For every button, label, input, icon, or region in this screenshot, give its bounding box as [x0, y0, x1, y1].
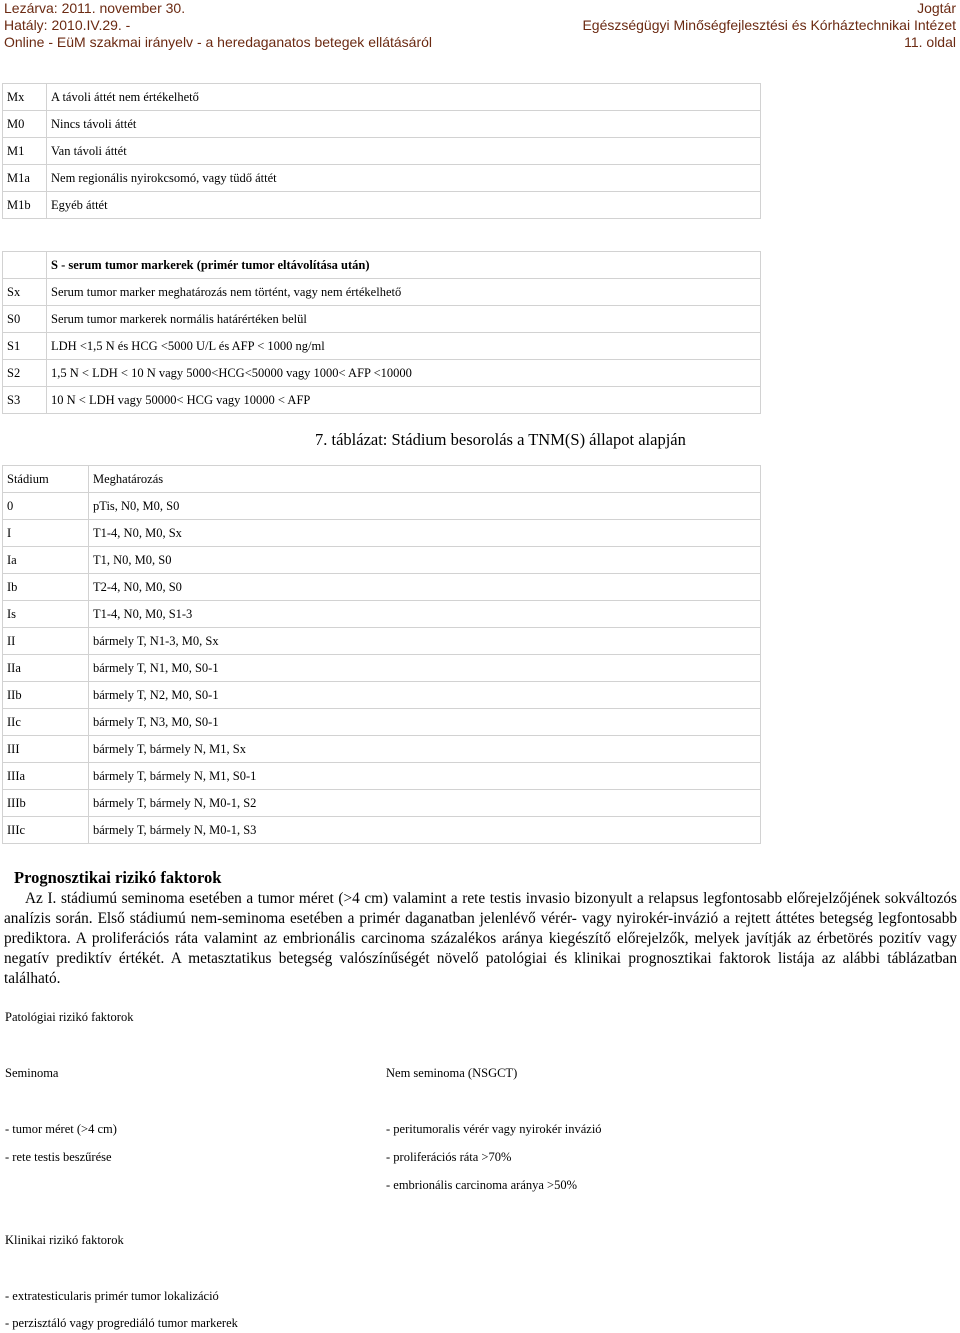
table-cell-code: 0: [3, 493, 89, 520]
table-cell-code: M1b: [3, 192, 47, 219]
header-closed-date: Lezárva: 2011. november 30.: [4, 0, 186, 16]
table-row: [3, 111, 761, 138]
table-row: [3, 547, 761, 574]
table-row: [3, 84, 761, 111]
clinical-item: - perzisztáló vagy progrediáló tumor markerek: [5, 1316, 238, 1330]
table-cell-code: IIc: [3, 709, 89, 736]
table-row: [3, 574, 761, 601]
table-cell-code: M0: [3, 111, 47, 138]
table-row: [3, 655, 761, 682]
table-row: [3, 493, 761, 520]
table-cell-description: 10 N < LDH vagy 50000< HCG vagy 10000 < AFP: [47, 387, 761, 414]
serum-table-header: S - serum tumor markerek (primér tumor eltávolítása után): [47, 252, 761, 279]
table-row: [3, 520, 761, 547]
table-row: [3, 601, 761, 628]
table-cell-code: S2: [3, 360, 47, 387]
nonseminoma-label: Nem seminoma (NSGCT): [386, 1066, 518, 1080]
section-title: Prognosztikai rizikó faktorok: [14, 868, 222, 887]
header-validity: Hatály: 2010.IV.29. -: [4, 17, 131, 33]
prognostic-paragraph: [4, 889, 957, 989]
table-cell-description: Nem regionális nyirokcsomó, vagy tüdő áttét: [47, 165, 761, 192]
page-header: [0, 0, 960, 50]
table-cell-description: bármely T, bármely N, M0-1, S3: [89, 817, 761, 844]
table-row: [3, 306, 761, 333]
stage-table: [2, 465, 761, 844]
table-cell-description: T1-4, N0, M0, Sx: [89, 520, 761, 547]
table-cell-code: Ia: [3, 547, 89, 574]
table-cell-description: pTis, N0, M0, S0: [89, 493, 761, 520]
seminoma-label: Seminoma: [5, 1066, 59, 1080]
definition-column-header: Meghatározás: [89, 466, 761, 493]
table-cell-code: M1a: [3, 165, 47, 192]
table-cell-description: Van távoli áttét: [47, 138, 761, 165]
table-cell-code: M1: [3, 138, 47, 165]
table-row: [3, 165, 761, 192]
header-page-number: 11. oldal: [904, 34, 956, 50]
table-cell-code: S0: [3, 306, 47, 333]
table-cell-code: II: [3, 628, 89, 655]
header-publisher: Jogtár: [917, 0, 956, 16]
nonseminoma-item: - embrionális carcinoma aránya >50%: [386, 1178, 577, 1192]
table-row: [3, 252, 761, 279]
table-cell-code: IIIa: [3, 763, 89, 790]
table-cell-description: T1, N0, M0, S0: [89, 547, 761, 574]
table-row: [3, 360, 761, 387]
table-cell-code: Sx: [3, 279, 47, 306]
seminoma-item: - tumor méret (>4 cm): [5, 1122, 117, 1136]
table-row: [3, 682, 761, 709]
table-cell-code: S3: [3, 387, 47, 414]
table-cell-description: A távoli áttét nem értékelhető: [47, 84, 761, 111]
stage-column-header: Stádium: [3, 466, 89, 493]
table-row: [3, 790, 761, 817]
table-cell-code: IIa: [3, 655, 89, 682]
table-cell-code: IIIc: [3, 817, 89, 844]
table-row: [3, 628, 761, 655]
table-cell-description: bármely T, N3, M0, S0-1: [89, 709, 761, 736]
table-cell-description: bármely T, bármely N, M0-1, S2: [89, 790, 761, 817]
table-cell-code: IIIb: [3, 790, 89, 817]
table-row: [3, 333, 761, 360]
table-row: [3, 138, 761, 165]
table-row: [3, 736, 761, 763]
table-cell-code: Mx: [3, 84, 47, 111]
table-cell-description: LDH <1,5 N és HCG <5000 U/L és AFP < 1000 ng/ml: [47, 333, 761, 360]
table-cell-description: Serum tumor markerek normális határértéken belül: [47, 306, 761, 333]
table-header-row: [3, 466, 761, 493]
pathology-title: Patológiai rizikó faktorok: [5, 1010, 134, 1024]
table-cell-description: bármely T, bármely N, M1, S0-1: [89, 763, 761, 790]
table-cell-description: Nincs távoli áttét: [47, 111, 761, 138]
table-row: [3, 279, 761, 306]
table-cell-code: III: [3, 736, 89, 763]
table-cell-code: S1: [3, 333, 47, 360]
table-cell-description: Egyéb áttét: [47, 192, 761, 219]
paragraph-text: Az I. stádiumú seminoma esetében a tumor méret (>4 cm) valamint a rete testis invasio bizonyult a relapsus legfontosabb előrejelzőjének sokváltozós analízis során. Első stádiumú nem-seminoma esetében a primér daganatban jelenlévő vérér- vagy nyirokér-invázió a rejtett áttétes betegség legfontosabb prediktora. A proliferációs ráta valamint az embrionális carcinoma százalékos aránya kiegészítő előrejelzők, melyek javítják az érbetörés pozitív vagy negatív prediktív értékét. A metasztatikus betegség valószínűségét növelő patológiai és klinikai prognosztikai faktorok listája az alábbi táblázatban található.: [4, 890, 957, 988]
nonseminoma-item: - peritumoralis vérér vagy nyirokér invázió: [386, 1122, 602, 1136]
table-row: [3, 763, 761, 790]
table-cell-description: T2-4, N0, M0, S0: [89, 574, 761, 601]
table-cell-code: IIb: [3, 682, 89, 709]
clinical-title: Klinikai rizikó faktorok: [5, 1233, 124, 1247]
table-cell-description: 1,5 N < LDH < 10 N vagy 5000<HCG<50000 vagy 1000< AFP <10000: [47, 360, 761, 387]
clinical-item: - extratesticularis primér tumor lokalizáció: [5, 1289, 219, 1303]
header-institute: Egészségügyi Minőségfejlesztési és Kórháztechnikai Intézet: [582, 17, 956, 33]
serum-marker-table: [2, 251, 761, 414]
table-row: [3, 192, 761, 219]
table-cell-code: I: [3, 520, 89, 547]
table-row: [3, 817, 761, 844]
table-row: [3, 709, 761, 736]
table-cell-description: Serum tumor marker meghatározás nem történt, vagy nem értékelhető: [47, 279, 761, 306]
seminoma-item: - rete testis beszűrése: [5, 1150, 112, 1164]
table-cell-description: T1-4, N0, M0, S1-3: [89, 601, 761, 628]
metastasis-table: [2, 83, 761, 219]
header-document-title: Online - EüM szakmai irányelv - a heredaganatos betegek ellátásáról: [4, 34, 433, 50]
table-cell-description: bármely T, bármely N, M1, Sx: [89, 736, 761, 763]
table-cell-description: bármely T, N1, M0, S0-1: [89, 655, 761, 682]
table-row: [3, 387, 761, 414]
nonseminoma-item: - proliferációs ráta >70%: [386, 1150, 512, 1164]
table-caption: 7. táblázat: Stádium besorolás a TNM(S) állapot alapján: [315, 430, 686, 449]
table-cell-code: Ib: [3, 574, 89, 601]
table-cell-code: Is: [3, 601, 89, 628]
table-cell-description: bármely T, N1-3, M0, Sx: [89, 628, 761, 655]
table-cell-description: bármely T, N2, M0, S0-1: [89, 682, 761, 709]
